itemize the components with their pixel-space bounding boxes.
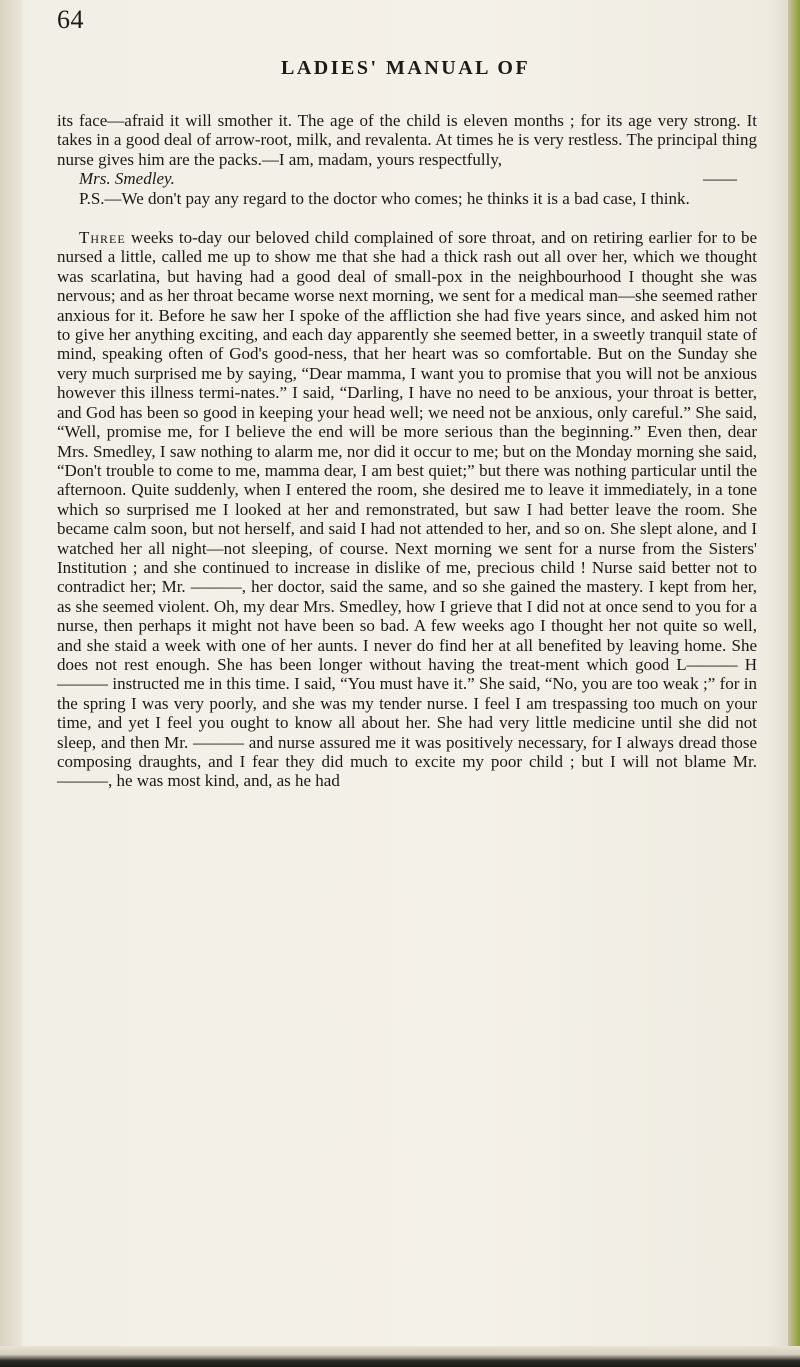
page-number: 64 [57, 5, 84, 34]
narrative-paragraph [57, 228, 757, 791]
narrative-text: weeks to-day our beloved child complained of sore throat, and on retiring earlier for to be nursed a little, called me up to show me that she had a thick rash out all over her, which we thought was scarlatina, but having had a good deal of small-pox in the neighbourhood I thought she was nervous; and as her throat became worse next morning, we sent for a medical man—she seemed rather anxious for it. Before he saw her I spoke of the affliction she had five years since, and asked him not to give her anything exciting, and each day apparently she seemed better, in a sweetly tranquil state of mind, speaking often of God's good-ness, that her heart was so comfortable. But on the Sunday she very much surprised me by saying, “Dear mamma, I want you to promise that you will not be anxious however this illness termi-nates.” I said, “Darling, I have no need to be anxious, your throat is better, and God has been so good in keeping your head well; we need not be anxious, only careful.” She said, “Well, promise me, for I believe the end will be more serious than the beginning.” Even then, dear Mrs. Smedley, I saw nothing to alarm me, nor did it occur to me; but on the Monday morning she said, “Don't trouble to come to me, mamma dear, I am best quiet;” but there was nothing particular until the afternoon. Quite suddenly, when I entered the room, she desired me to leave it immediately, in a tone which so surprised me I looked at her and remonstrated, but saw I had better leave the room. She became calm soon, but not herself, and said I had not attended to her, and so on. She slept alone, and I watched her all night—not sleeping, of course. Next morning we sent for a nurse from the Sisters' Institution ; and she continued to increase in dislike of me, precious child ! Nurse said better not to contradict her; Mr. ———, her doctor, said the same, and so she gained the mastery. I kept from her, as she seemed violent. Oh, my dear Mrs. Smedley, how I grieve that I did not at once send to you for a nurse, then perhaps it might not have been so bad. A few weeks ago I thought her not quite so well, and she staid a week with one of her aunts. I never do find her at all benefited by leaving home. She does not rest enough. She has been longer without having the treat-ment which good L——— H——— instructed me in this time. I said, “You must have it.” She said, “No, you are too weak ;” for in the spring I was very poorly, and she was my tender nurse. I feel I am trespassing too much on your time, and yet I feel you ought to know all about her. She had very little medicine until she did not sleep, and then Mr. ——— and nurse assured me it was positively necessary, for I always dread those composing draughts, and I fear they did much to excite my poor child ; but I will not blame Mr. ———, he was most kind, and, as he had [57, 228, 758, 791]
section-gap [57, 208, 757, 228]
page-gutter [0, 0, 22, 1367]
running-head: LADIES' MANUAL OF [281, 57, 531, 79]
postscript-paragraph: P.S.—We don't pay any regard to the doctor who comes; he thinks it is a bad case, I think. [79, 188, 690, 208]
signoff-line [57, 169, 757, 188]
letter-paragraph: its face—afraid it will smother it. The age of the child is eleven months ; for its age very strong. It takes in a good deal of arrow-root, milk, and revalenta. At times he is very restless. The principal thing nurse gives him are the packs.—I am, madam, yours respectfully, [57, 111, 757, 169]
narrative-lead-word: Three [79, 228, 126, 248]
page-bottom-edge [0, 1346, 800, 1367]
page-edge [788, 0, 800, 1367]
letter-signature: Mrs. Smedley. [79, 169, 175, 189]
body-text [57, 111, 757, 791]
signoff-dash: —— [703, 169, 737, 189]
